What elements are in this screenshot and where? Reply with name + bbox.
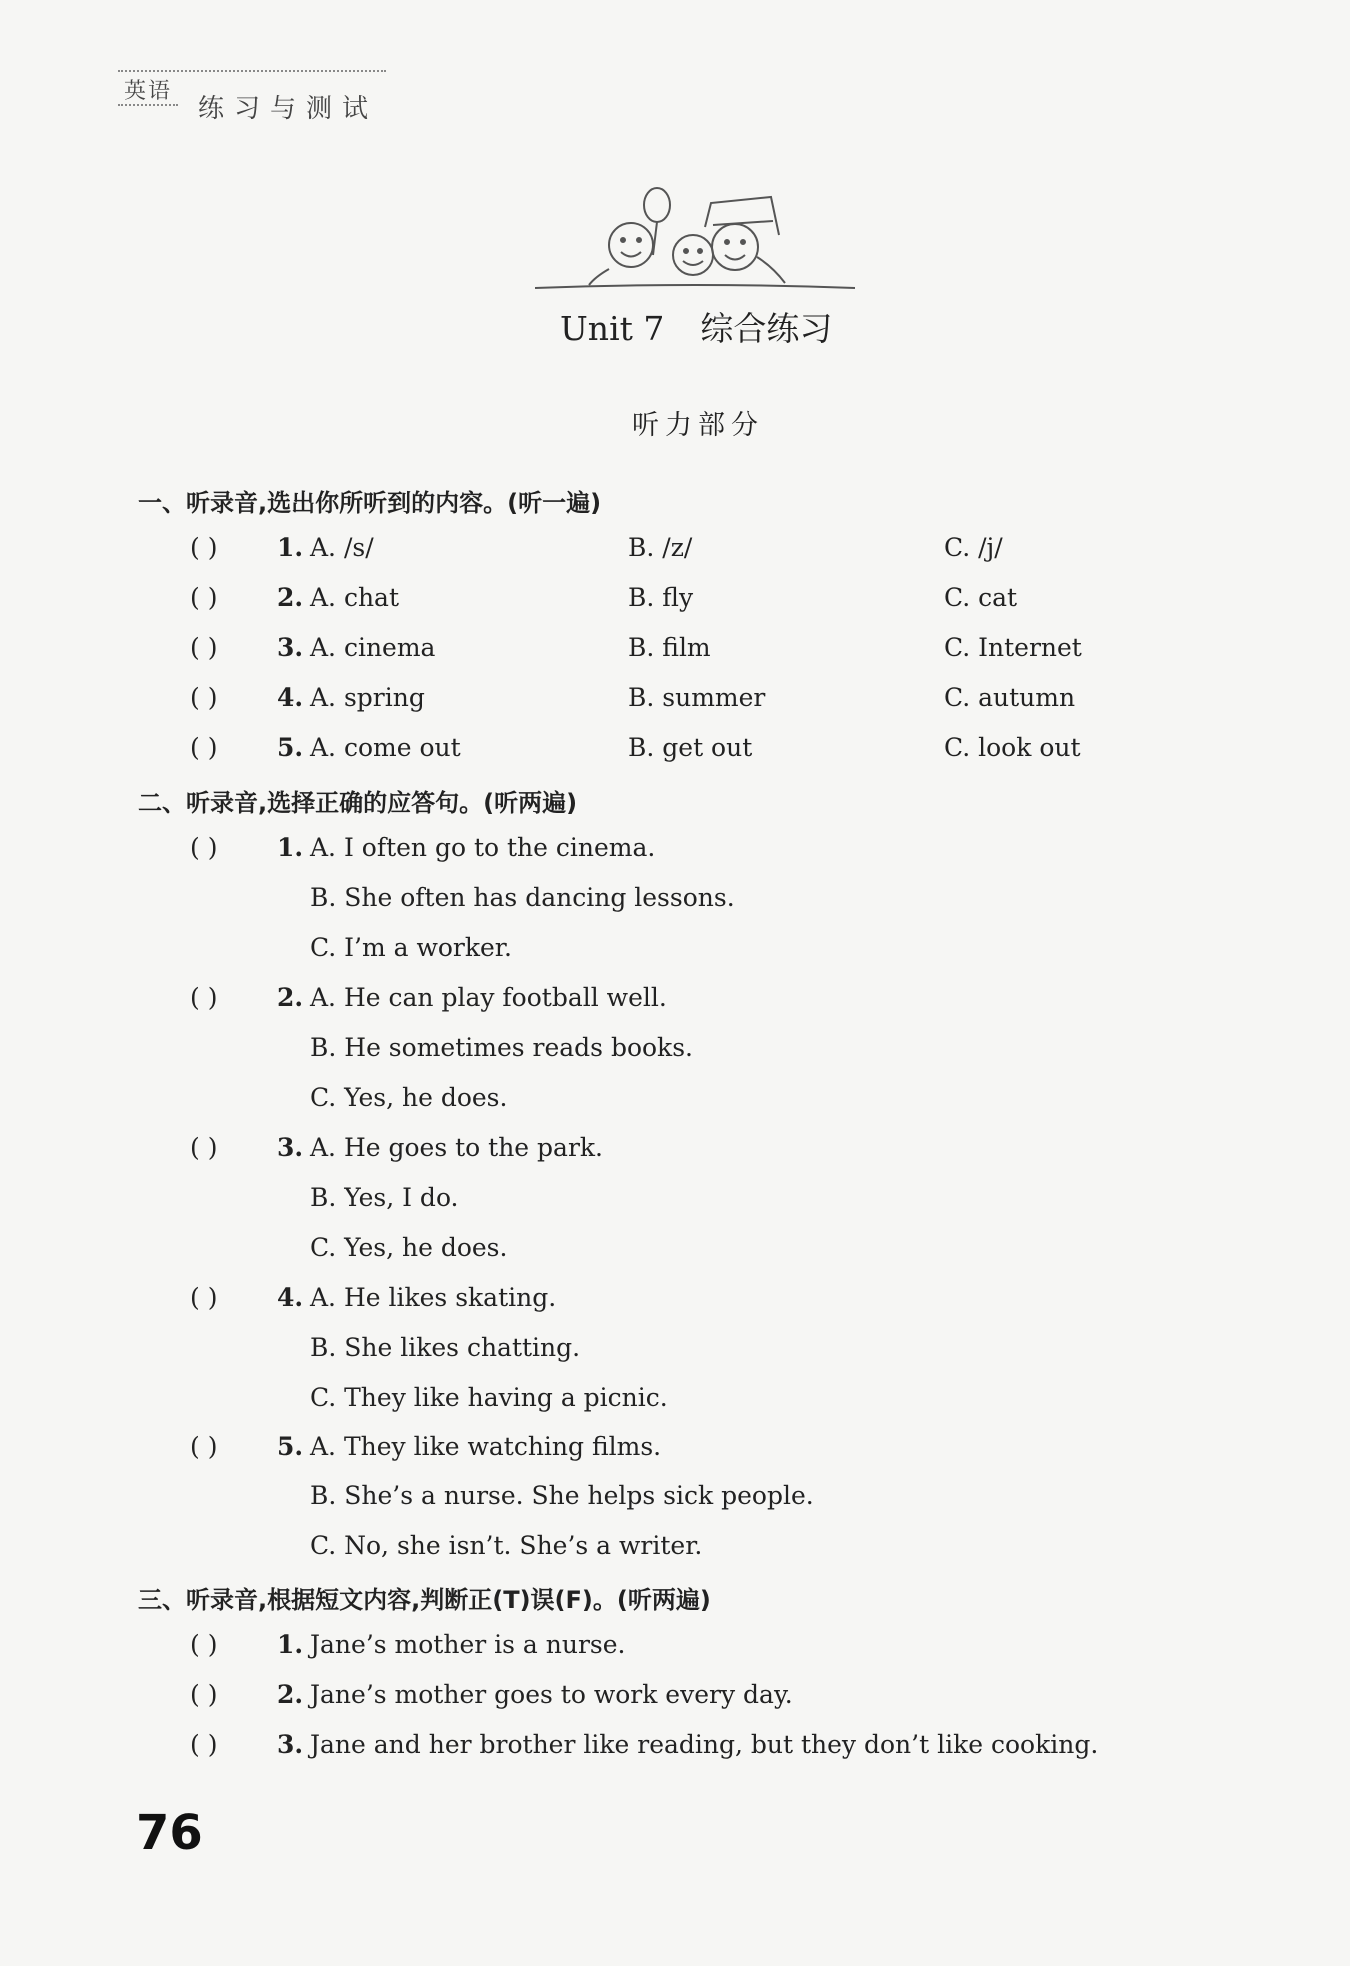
question-number: 1. [277,833,304,862]
question-number: 5. [277,1432,304,1461]
part-title: 听力部分 [632,410,764,441]
answer-blank[interactable]: ( ) [190,1432,218,1461]
option-c: C. cat [944,583,1018,612]
answer-blank[interactable]: ( ) [190,1680,218,1709]
option-a: A. come out [310,733,461,762]
question-number: 5. [277,733,304,762]
question-number: 3. [277,633,304,662]
option-c: C. autumn [944,683,1076,712]
unit-name: 综合练习 [700,309,833,348]
header-subject: 英语 [124,79,173,104]
option-a: A. chat [310,583,400,612]
question-number: 2. [277,583,304,612]
section3-heading: 三、听录音,根据短文内容,判断正(T)误(F)。(听两遍) [138,1586,711,1614]
option-c: C. They like having a picnic. [310,1383,668,1412]
statement-text: Jane and her brother like reading, but they don’t like cooking. [310,1730,1099,1759]
question-number: 3. [277,1133,304,1162]
header-subject-rule [118,104,178,106]
option-a: A. They like watching films. [310,1432,662,1461]
option-a: A. He can play football well. [310,983,667,1012]
option-a: A. I often go to the cinema. [310,833,656,862]
statement-text: Jane’s mother goes to work every day. [310,1680,793,1709]
answer-blank[interactable]: ( ) [190,1283,218,1312]
section1-heading: 一、听录音,选出你所听到的内容。(听一遍) [138,489,602,517]
question-number: 2. [277,983,304,1012]
option-c: C. I’m a worker. [310,933,512,962]
statement-text: Jane’s mother is a nurse. [310,1630,626,1659]
question-number: 2. [277,1680,304,1709]
option-b: B. film [628,633,711,662]
option-b: B. summer [628,683,766,712]
answer-blank[interactable]: ( ) [190,1730,218,1759]
answer-blank[interactable]: ( ) [190,1630,218,1659]
option-b: B. Yes, I do. [310,1183,459,1212]
option-c: C. Yes, he does. [310,1083,508,1112]
option-b: B. /z/ [628,533,693,562]
answer-blank[interactable]: ( ) [190,533,218,562]
header-rule [118,70,386,72]
option-b: B. She likes chatting. [310,1333,581,1362]
question-number: 1. [277,1630,304,1659]
option-c: C. look out [944,733,1081,762]
option-a: A. He likes skating. [310,1283,557,1312]
answer-blank[interactable]: ( ) [190,833,218,862]
section2-heading: 二、听录音,选择正确的应答句。(听两遍) [138,789,578,817]
option-a: A. He goes to the park. [310,1133,604,1162]
unit-title [560,303,832,350]
answer-blank[interactable]: ( ) [190,733,218,762]
header-book-title: 练习与测试 [198,94,379,124]
answer-blank[interactable]: ( ) [190,683,218,712]
option-c: C. Internet [944,633,1082,662]
answer-blank[interactable]: ( ) [190,633,218,662]
option-b: B. She often has dancing lessons. [310,883,735,912]
question-number: 1. [277,533,304,562]
option-b: B. get out [628,733,753,762]
option-a: A. spring [310,683,425,712]
kids-illustration [535,185,855,295]
unit-number: Unit 7 [560,309,665,348]
question-number: 4. [277,683,304,712]
option-c: C. No, she isn’t. She’s a writer. [310,1531,703,1560]
option-b: B. She’s a nurse. She helps sick people. [310,1481,814,1510]
answer-blank[interactable]: ( ) [190,583,218,612]
question-number: 3. [277,1730,304,1759]
option-a: A. /s/ [310,533,374,562]
page-number: 76 [136,1805,203,1861]
option-b: B. fly [628,583,694,612]
answer-blank[interactable]: ( ) [190,983,218,1012]
option-b: B. He sometimes reads books. [310,1033,693,1062]
option-a: A. cinema [310,633,436,662]
option-c: C. /j/ [944,533,1003,562]
question-number: 4. [277,1283,304,1312]
answer-blank[interactable]: ( ) [190,1133,218,1162]
option-c: C. Yes, he does. [310,1233,508,1262]
